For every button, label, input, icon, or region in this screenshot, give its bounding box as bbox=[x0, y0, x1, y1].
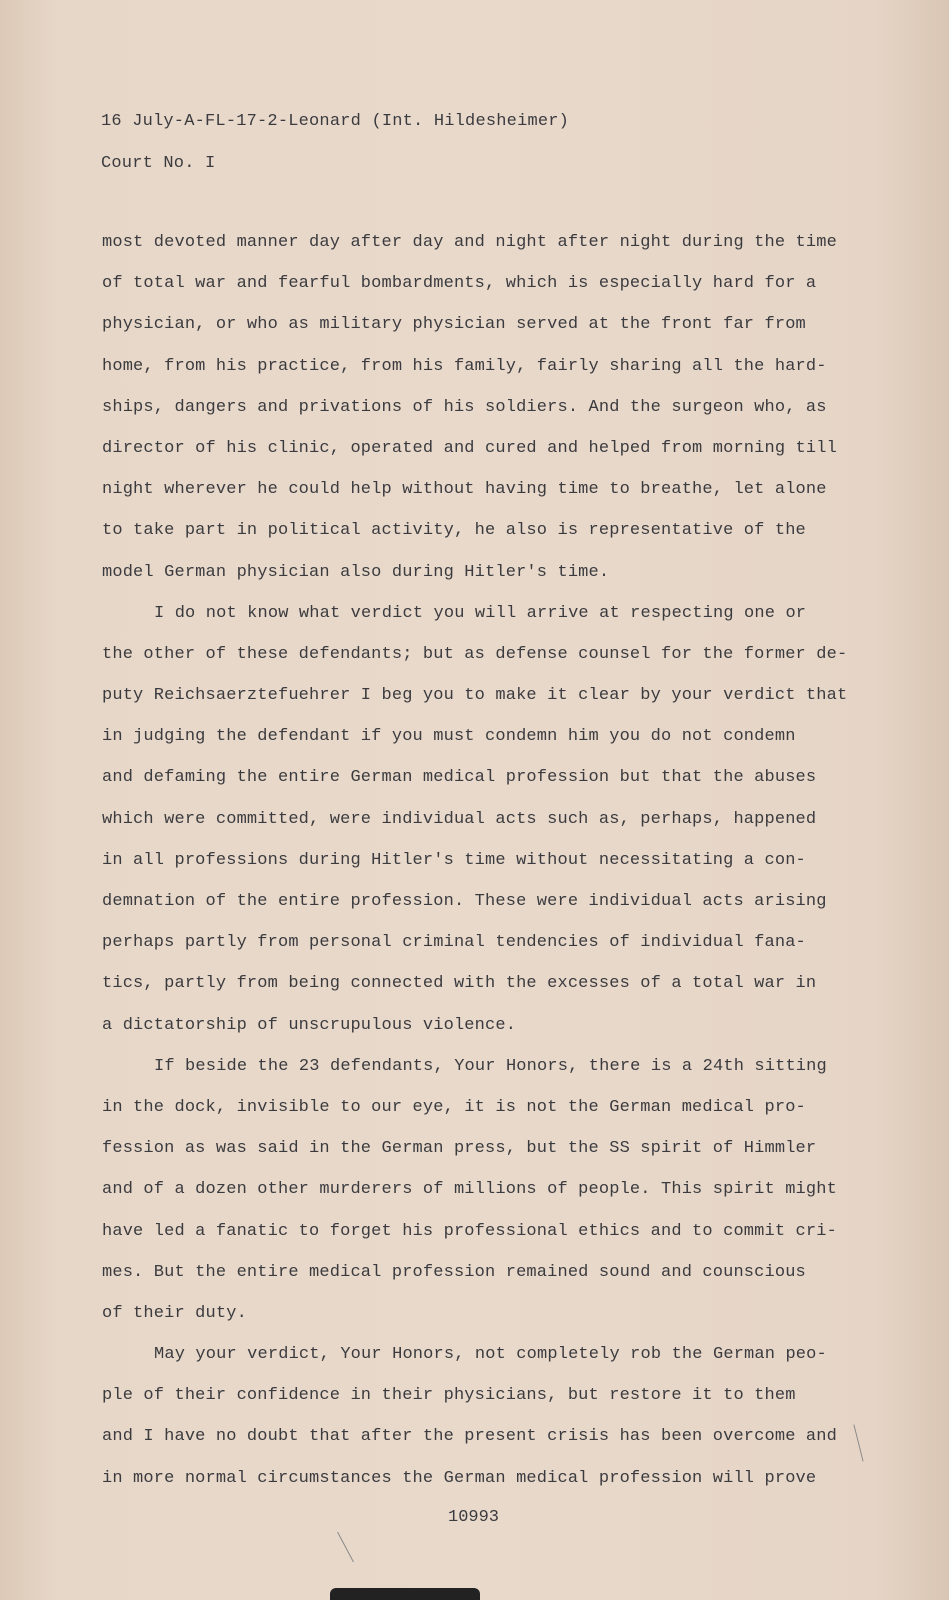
text-line: and defaming the entire German medical profession but that the abuses bbox=[102, 768, 817, 788]
text-line: have led a fanatic to forget his professional ethics and to commit cri- bbox=[102, 1221, 837, 1241]
text-line: to take part in political activity, he also is representative of the bbox=[102, 521, 806, 541]
text-line: perhaps partly from personal criminal tendencies of individual fana- bbox=[102, 933, 806, 953]
text-line: in more normal circumstances the German medical profession will prove bbox=[102, 1468, 817, 1488]
text-line: the other of these defendants; but as defense counsel for the former de- bbox=[102, 644, 848, 664]
text-line: I do not know what verdict you will arrive at respecting one or bbox=[154, 603, 807, 623]
pencil-mark bbox=[853, 1424, 863, 1461]
text-line: a dictatorship of unscrupulous violence. bbox=[102, 1015, 517, 1035]
text-line: fession as was said in the German press, but the SS spirit of Himmler bbox=[102, 1139, 817, 1159]
text-line: in judging the defendant if you must condemn him you do not condemn bbox=[102, 727, 796, 747]
text-line: demnation of the entire profession. These were individual acts arising bbox=[102, 892, 827, 911]
text-line: director of his clinic, operated and cured and helped from morning till bbox=[102, 438, 837, 458]
text-line: home, from his practice, from his family, fairly sharing all the hard- bbox=[102, 356, 827, 376]
text-line: of their duty. bbox=[102, 1303, 247, 1323]
text-line: ple of their confidence in their physicians, but restore it to them bbox=[102, 1386, 796, 1406]
text-line: If beside the 23 defendants, Your Honors, there is a 24th sitting bbox=[154, 1056, 827, 1076]
text-line: tics, partly from being connected with the excesses of a total war in bbox=[102, 974, 817, 994]
text-line: ships, dangers and privations of his soldiers. And the surgeon who, as bbox=[102, 397, 827, 417]
text-line: puty Reichsaerztefuehrer I beg you to make it clear by your verdict that bbox=[102, 686, 848, 706]
binding-clip bbox=[330, 1588, 480, 1600]
text-line: in the dock, invisible to our eye, it is not the German medical pro- bbox=[102, 1097, 806, 1117]
text-line: which were committed, were individual acts such as, perhaps, happened bbox=[102, 809, 817, 829]
text-line: of total war and fearful bombardments, which is especially hard for a bbox=[102, 274, 817, 294]
text-line: night wherever he could help without having time to breathe, let alone bbox=[102, 480, 827, 500]
text-line: mes. But the entire medical profession remained sound and counscious bbox=[102, 1262, 806, 1282]
page-number: 10993 bbox=[448, 1508, 500, 1527]
text-line: and I have no doubt that after the present crisis has been overcome and bbox=[102, 1427, 837, 1447]
court-label: Court No. I bbox=[101, 154, 216, 173]
document-reference: 16 July-A-FL-17-2-Leonard (Int. Hildesheimer) bbox=[101, 112, 570, 131]
body-text bbox=[102, 232, 848, 1509]
text-line: and of a dozen other murderers of millions of people. This spirit might bbox=[102, 1180, 837, 1200]
text-line: most devoted manner day after day and night after night during the time bbox=[102, 233, 837, 252]
text-line: model German physician also during Hitler's time. bbox=[102, 562, 610, 582]
text-line: in all professions during Hitler's time without necessitating a con- bbox=[102, 850, 806, 870]
text-line: physician, or who as military physician served at the front far from bbox=[102, 315, 806, 335]
text-line: May your verdict, Your Honors, not completely rob the German peo- bbox=[154, 1345, 827, 1365]
pencil-mark bbox=[337, 1532, 354, 1562]
